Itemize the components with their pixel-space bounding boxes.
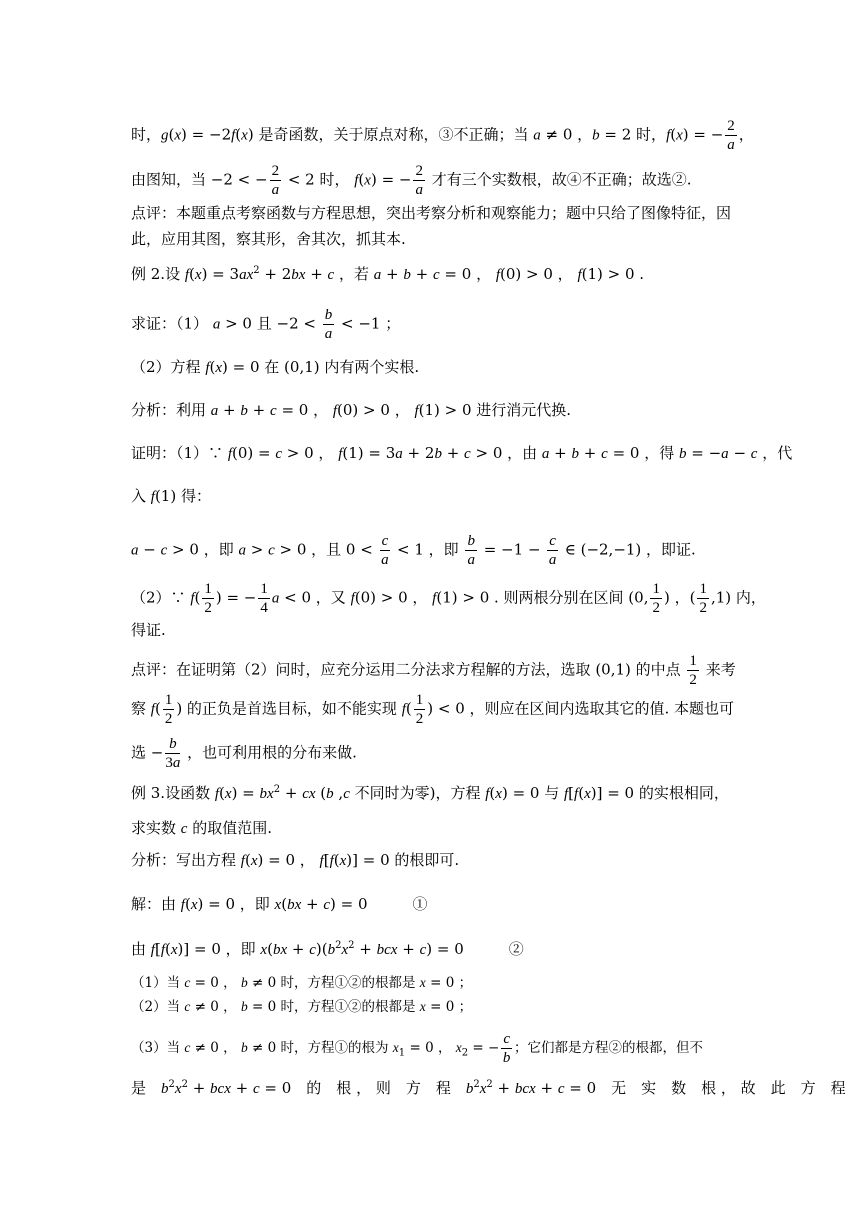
text-line: 此，应用其图，察其形，舍其次，抓其本. bbox=[131, 230, 406, 248]
text-line: 分析：利用 a + b + c = 0 ， f(0) > 0 ， f(1) > 0 进行消元代换. bbox=[131, 401, 572, 419]
text-line: 例 3.设函数 $f(x) = bx^2$ + cx (b ,c 不同时为零)，方程 f(x) = 0 与 f[f(x)] = 0 的实根相同， bbox=[131, 784, 729, 802]
text-line: （1）当 c = 0 ， b ≠ 0 时，方程①②的根都是 x = 0 ； bbox=[131, 975, 473, 991]
text-line: 点评：在证明第（2）问时，应充分运用二分法求方程解的方法，选取 (0,1) 的中点 $\frac{1}{2}$ 来考 bbox=[131, 653, 736, 688]
text-line: （2）当 c ≠ 0 ， b = 0 时，方程①②的根都是 x = 0 ； bbox=[131, 999, 473, 1015]
text-line: 求实数 c 的取值范围. bbox=[131, 819, 272, 837]
text-line: 点评：本题重点考察函数与方程思想，突出考察分析和观察能力；题中只给了图像特征，因 bbox=[131, 204, 732, 222]
text-line: a − c > 0 ，即 a > c > 0 ，且 0 < $\frac{c}{a}$ < 1 ，即 $\frac{b}{a}$ = −1 − $\frac{c}{a}$ ∈ (−2,−1) ，即证. bbox=[131, 533, 696, 568]
text-line: 证明：（1）∵ f(0) = c > 0 ， f(1) = 3a + 2b + c > 0 ，由 a + b + c = 0 ，得 b = −a − c ，代 bbox=[131, 444, 793, 462]
text-line: 时，g(x) = −2f(x) 是奇函数，关于原点对称，③不正确；当 a ≠ 0 ，b = 2 时，f(x) = − $\frac{2}{a}$ ， bbox=[131, 118, 754, 153]
text-line: （3）当 c ≠ 0 ， b ≠ 0 时，方程①的根为 $x_1 = 0$ ， $x_2$ = − $\frac{c}{b}$ ；它们都是方程②的根都，但不 bbox=[131, 1031, 704, 1066]
text-line: 由 f[f(x)] = 0 ，即 $x(bx + c)(b^2x^2$ + bcx + c) = 0 ② bbox=[131, 940, 524, 958]
text-line: 选 − $\frac{b}{3a}$ ，也可利用根的分布来做. bbox=[131, 736, 357, 771]
text-line: （2）∵ f( $\frac{1}{2}$ ) = − $\frac{1}{4}$ a < 0 ，又 f(0) > 0 ， f(1) > 0 . 则两根分别在区间 (0, $\frac{1}{2}$ ) ，( $\frac{1}{2}$ ,1) 内， bbox=[131, 581, 766, 616]
text-line: 解：由 f(x) = 0 ，即 x(bx + c) = 0 ① bbox=[131, 895, 428, 913]
text-line: 入 f(1) 得： bbox=[131, 487, 211, 505]
text-line: 得证. bbox=[131, 621, 166, 639]
text-line: 例 2.设 $f(x) = 3ax^2 + 2bx + c$ ，若 a + b + c = 0 ， f(0) > 0 ， f(1) > 0 . bbox=[131, 265, 645, 283]
text-line: 是 $b^2x^2$ + bcx + c = 0 的 根 ， 则 方 程 $b^2x^2$ + bcx + c = 0 无 实 数 根 ， 故 此 方 程 bbox=[131, 1079, 846, 1097]
text-line: 察 f( $\frac{1}{2}$ ) 的正负是首选目标，如不能实现 f( $\frac{1}{2}$ ) < 0 ，则应在区间内选取其它的值. 本题也可 bbox=[131, 692, 735, 727]
text-line: 求证：（1） a > 0 且 −2 < $\frac{b}{a}$ < −1 ； bbox=[131, 307, 401, 342]
text-line: 由图知，当 −2 < − $\frac{2}{a}$ < 2 时， f(x) = − $\frac{2}{a}$ 才有三个实数根，故④不正确；故选②. bbox=[131, 163, 692, 198]
text-line: （2）方程 f(x) = 0 在 (0,1) 内有两个实根. bbox=[131, 358, 420, 376]
text-line: 分析：写出方程 f(x) = 0 ， f[f(x)] = 0 的根即可. bbox=[131, 851, 460, 869]
